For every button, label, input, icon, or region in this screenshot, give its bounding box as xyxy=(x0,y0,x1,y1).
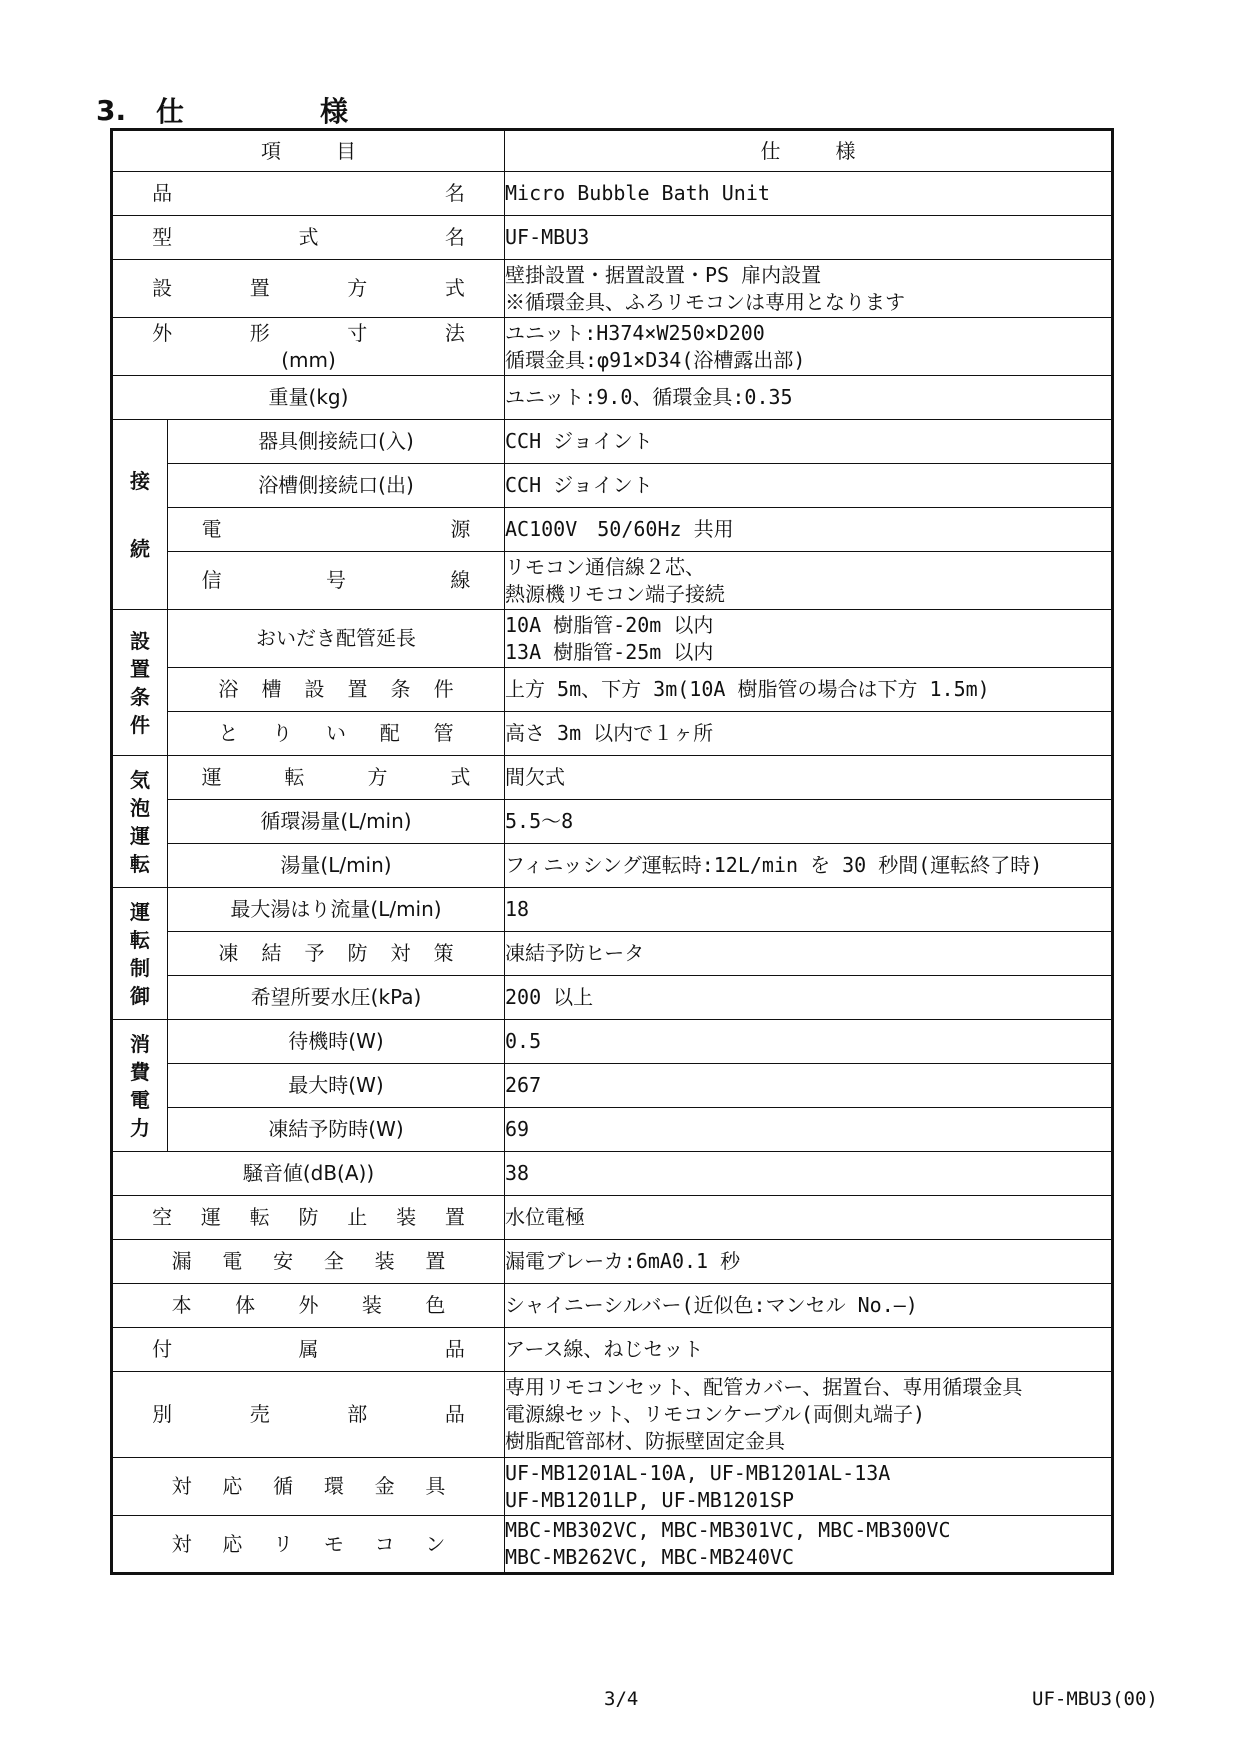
row-label-char: 電 xyxy=(222,1249,243,1273)
row-value-line: 熱源機リモコン端子接続 xyxy=(505,581,725,606)
table-row xyxy=(112,508,1113,552)
row-label-char: 外 xyxy=(152,320,173,345)
row-value-cell xyxy=(505,610,1113,668)
row-label-cell xyxy=(168,464,505,508)
row-label xyxy=(172,1473,446,1500)
row-value-cell xyxy=(505,1240,1113,1284)
row-label-char: 源 xyxy=(450,517,471,541)
row-label-char: 名 xyxy=(444,181,465,205)
row-label-cell xyxy=(168,976,505,1020)
row-label-char: 属 xyxy=(298,1337,319,1361)
row-label-cell xyxy=(112,1152,505,1196)
row-value-cell xyxy=(505,1516,1113,1574)
section-number: 3. xyxy=(96,93,127,127)
row-value-line: ※循環金具、ふろリモコンは専用となります xyxy=(505,289,905,314)
row-value-line: 壁掛設置・据置設置・PS 扉内設置 xyxy=(505,262,822,287)
row-value-line: 18 xyxy=(505,897,530,921)
row-label-cell xyxy=(168,610,505,668)
row-label-char: 本 xyxy=(171,1293,192,1317)
row-value-cell xyxy=(505,464,1113,508)
row-value-cell xyxy=(505,976,1113,1020)
row-value-line: AC100V 50/60Hz 共用 xyxy=(505,517,734,541)
row-value-line: 10A 樹脂管-20m 以内 xyxy=(505,612,714,637)
row-label-char: 応 xyxy=(222,1531,243,1556)
row-label xyxy=(202,516,471,543)
row-label-cell xyxy=(112,1516,505,1574)
table-row xyxy=(112,1458,1113,1516)
row-label-char: 具 xyxy=(425,1474,446,1498)
row-value-cell xyxy=(505,1328,1113,1372)
row-label-cell xyxy=(112,376,505,420)
row-label xyxy=(218,676,453,703)
row-value-cell xyxy=(505,1108,1113,1152)
row-label-char: 条 xyxy=(390,677,411,701)
row-label-char: 電 xyxy=(201,517,222,541)
row-value-line: アース線、ねじセット xyxy=(505,1337,704,1361)
table-row xyxy=(112,800,1113,844)
row-label xyxy=(202,764,471,791)
table-row xyxy=(112,844,1113,888)
row-label-char: 対 xyxy=(171,1531,192,1556)
row-label-char: 置 xyxy=(347,677,368,701)
table-row xyxy=(112,376,1113,420)
row-label-char: 線 xyxy=(450,568,471,592)
row-label xyxy=(218,720,453,747)
header-item-char: 目 xyxy=(336,138,356,163)
row-value-cell xyxy=(505,1372,1113,1458)
section-title xyxy=(96,90,348,130)
row-value-line: 267 xyxy=(505,1073,542,1097)
row-label: 凍結予防時(W) xyxy=(268,1117,404,1141)
row-label-char: 配 xyxy=(379,721,400,745)
row-label-cell xyxy=(112,1284,505,1328)
row-label-char: い xyxy=(326,721,346,745)
group-label-cell xyxy=(112,756,168,888)
row-value-line: 間欠式 xyxy=(505,765,565,789)
row-label-char: 運 xyxy=(200,1205,221,1229)
row-value-line: 樹脂配管部材、防振壁固定金具 xyxy=(505,1429,785,1453)
row-label-char: 転 xyxy=(284,765,305,789)
row-label-char: 結 xyxy=(261,941,282,965)
table-row xyxy=(112,420,1113,464)
header-item-cell xyxy=(112,130,505,172)
table-row xyxy=(112,1240,1113,1284)
row-value-line: UF-MB1201LP, UF-MB1201SP xyxy=(505,1487,794,1512)
row-label-char: 品 xyxy=(444,1337,465,1361)
row-label xyxy=(172,1531,446,1558)
row-value-line: MBC-MB262VC, MBC-MB240VC xyxy=(505,1545,794,1569)
row-value-cell xyxy=(505,318,1113,376)
row-label: 最大湯はり流量(L/min) xyxy=(230,897,442,921)
row-label-char: ン xyxy=(425,1531,446,1556)
section-title-char-2: 様 xyxy=(320,95,349,128)
row-value-line: ユニット:9.0、循環金具:0.35 xyxy=(505,385,793,409)
table-row xyxy=(112,1108,1113,1152)
row-label-char: 管 xyxy=(433,721,454,745)
table-row xyxy=(112,1064,1113,1108)
row-label-cell xyxy=(168,888,505,932)
row-label-char: 体 xyxy=(235,1293,256,1317)
row-label-char: 型 xyxy=(152,225,173,249)
row-label-char: 付 xyxy=(152,1337,173,1361)
row-label-cell xyxy=(112,1372,505,1458)
row-label-char: 式 xyxy=(298,225,319,249)
row-label xyxy=(172,1292,446,1319)
table-row xyxy=(112,260,1113,318)
spec-table-body xyxy=(112,130,1113,1574)
row-value-cell xyxy=(505,508,1113,552)
row-label-cell xyxy=(168,508,505,552)
row-value-line: ユニット:H374×W250×D200 xyxy=(505,320,765,345)
row-value-cell xyxy=(505,172,1113,216)
row-value-line: 高さ 3m 以内で１ヶ所 xyxy=(505,721,714,745)
row-value-line: 専用リモコンセット、配管カバー、据置台、専用循環金具 xyxy=(505,1375,1023,1399)
table-row xyxy=(112,1516,1113,1574)
row-value-cell xyxy=(505,712,1113,756)
row-label-char: 式 xyxy=(450,765,471,789)
row-label-cell xyxy=(112,318,505,376)
row-label: 浴槽側接続口(出) xyxy=(258,473,414,497)
row-value-line: MBC-MB302VC, MBC-MB301VC, MBC-MB300VC xyxy=(505,1518,951,1542)
row-label: 希望所要水圧(kPa) xyxy=(250,985,422,1009)
row-label-char: 全 xyxy=(323,1249,344,1273)
row-label xyxy=(218,940,453,967)
row-label-char: 信 xyxy=(201,568,222,592)
row-label-char: 策 xyxy=(433,941,454,965)
header-spec-char: 様 xyxy=(835,138,856,163)
table-row xyxy=(112,1020,1113,1064)
row-label: 器具側接続口(入) xyxy=(258,429,414,453)
group-label-cell xyxy=(112,1020,168,1152)
row-value-cell xyxy=(505,376,1113,420)
row-label-char: と xyxy=(218,721,239,745)
row-label-char: 寸 xyxy=(347,320,368,345)
row-label-char: 形 xyxy=(249,320,270,345)
row-label-cell xyxy=(112,216,505,260)
row-value-cell xyxy=(505,668,1113,712)
row-value-line: 38 xyxy=(505,1161,530,1185)
row-label-cell xyxy=(168,800,505,844)
row-label-cell xyxy=(168,756,505,800)
row-value-cell xyxy=(505,1284,1113,1328)
row-label-cell xyxy=(168,1108,505,1152)
row-label-char: 装 xyxy=(374,1249,395,1273)
row-label-char: モ xyxy=(323,1531,344,1556)
row-label-cell xyxy=(168,712,505,756)
row-label-char: 対 xyxy=(171,1474,192,1498)
table-row xyxy=(112,318,1113,376)
header-spec-cell xyxy=(505,130,1113,172)
row-label-char: 槽 xyxy=(261,677,282,701)
header-item-label xyxy=(261,138,356,165)
row-label-char: 色 xyxy=(425,1293,446,1317)
row-value-line: UF-MBU3 xyxy=(505,225,590,249)
row-label-char: 防 xyxy=(347,941,368,965)
table-row xyxy=(112,976,1113,1020)
table-row xyxy=(112,464,1113,508)
group-label: 接続 xyxy=(130,468,150,561)
row-label: 騒音値(dB(A)) xyxy=(242,1161,375,1185)
group-label: 設置条件 xyxy=(130,628,150,737)
row-value-cell xyxy=(505,260,1113,318)
row-value-line: フィニッシング運転時:12L/min を 30 秒間(運転終了時) xyxy=(505,853,1043,877)
header-item-char: 項 xyxy=(261,138,281,163)
row-label-char: 部 xyxy=(347,1402,368,1426)
row-label-cell xyxy=(168,1020,505,1064)
row-label-cell xyxy=(168,668,505,712)
row-label-char: 浴 xyxy=(218,677,239,701)
row-label-char: 別 xyxy=(152,1402,173,1426)
group-label-cell xyxy=(112,420,168,610)
row-label-cell xyxy=(112,1458,505,1516)
row-label-char: 号 xyxy=(325,568,346,592)
row-label-cell xyxy=(168,420,505,464)
table-row xyxy=(112,172,1113,216)
row-value-line: 漏電ブレーカ:6mA0.1 秒 xyxy=(505,1249,741,1273)
row-value-cell xyxy=(505,1152,1113,1196)
row-value-cell xyxy=(505,552,1113,610)
row-label-char: 置 xyxy=(444,1205,465,1229)
row-value-cell xyxy=(505,1064,1113,1108)
row-value-cell xyxy=(505,1458,1113,1516)
document-id: UF-MBU3(00) xyxy=(1032,1688,1158,1710)
table-row xyxy=(112,1284,1113,1328)
row-label xyxy=(172,1248,446,1275)
page-number: 3/4 xyxy=(604,1688,639,1710)
row-label xyxy=(152,1401,465,1428)
row-label-cell xyxy=(112,1196,505,1240)
row-label-char: 法 xyxy=(444,320,465,345)
row-label-cell xyxy=(168,932,505,976)
header-spec-char: 仕 xyxy=(760,138,781,163)
row-label-char: 応 xyxy=(222,1474,243,1498)
row-label-cell xyxy=(168,1064,505,1108)
table-row xyxy=(112,610,1113,668)
row-label-char: 漏 xyxy=(171,1249,192,1273)
row-label-char: 防 xyxy=(298,1205,319,1229)
row-label xyxy=(152,1336,465,1363)
row-value-cell xyxy=(505,888,1113,932)
row-value-cell xyxy=(505,800,1113,844)
row-value-line: 13A 樹脂管-25m 以内 xyxy=(505,639,714,664)
row-label-char: 件 xyxy=(433,677,454,701)
row-label-char: 止 xyxy=(347,1205,368,1229)
row-label-cell xyxy=(168,552,505,610)
row-value-cell xyxy=(505,216,1113,260)
row-value-line: CCH ジョイント xyxy=(505,473,653,497)
row-label-char: 予 xyxy=(304,941,325,965)
row-label-cell xyxy=(112,260,505,318)
row-label: 湯量(L/min) xyxy=(280,853,392,877)
row-label-cell xyxy=(112,1240,505,1284)
row-label-char: 凍 xyxy=(218,941,239,965)
row-label-char: 式 xyxy=(444,276,465,300)
table-row xyxy=(112,216,1113,260)
row-label-char: 置 xyxy=(425,1249,446,1273)
row-label: おいだき配管延長 xyxy=(256,626,416,650)
row-label-char: 金 xyxy=(374,1474,395,1498)
row-label-char: 品 xyxy=(152,181,173,205)
row-value-line: 凍結予防ヒータ xyxy=(505,941,645,965)
row-value-cell xyxy=(505,844,1113,888)
row-label-char: 方 xyxy=(347,276,368,300)
row-value-line: 200 以上 xyxy=(505,985,594,1009)
spec-table xyxy=(110,128,1114,1575)
row-label-char: 転 xyxy=(249,1205,270,1229)
row-value-line: 循環金具:φ91×D34(浴槽露出部) xyxy=(505,347,806,372)
row-label-char: 装 xyxy=(361,1293,382,1317)
row-label-char: 安 xyxy=(273,1249,294,1273)
row-value-line: UF-MB1201AL-10A, UF-MB1201AL-13A xyxy=(505,1460,891,1485)
group-label: 消費電力 xyxy=(130,1031,150,1140)
row-label-char: 空 xyxy=(152,1205,173,1229)
row-value-line: 上方 5m、下方 3m(10A 樹脂管の場合は下方 1.5m) xyxy=(505,677,990,701)
row-value-cell xyxy=(505,1196,1113,1240)
row-value-cell xyxy=(505,756,1113,800)
row-label-char: 名 xyxy=(444,225,465,249)
table-row xyxy=(112,552,1113,610)
row-sublabel: (mm) xyxy=(281,347,336,372)
row-label-cell xyxy=(112,172,505,216)
row-value-line: シャイニーシルバー(近似色:マンセル No.―) xyxy=(505,1293,918,1317)
row-label-char: 売 xyxy=(249,1402,270,1426)
row-value-cell xyxy=(505,420,1113,464)
row-label: 重量(kg) xyxy=(268,385,349,409)
row-label-char: 品 xyxy=(444,1402,465,1426)
section-title-char-1: 仕 xyxy=(156,95,185,128)
row-label xyxy=(152,320,465,347)
row-value-line: 5.5～8 xyxy=(505,809,574,833)
table-row xyxy=(112,712,1113,756)
table-header-row xyxy=(112,130,1113,172)
row-label-char: 置 xyxy=(249,276,270,300)
row-label xyxy=(152,180,465,207)
table-row xyxy=(112,1372,1113,1458)
row-label: 循環湯量(L/min) xyxy=(260,809,412,833)
table-row xyxy=(112,1152,1113,1196)
row-label xyxy=(152,224,465,251)
row-label-char: コ xyxy=(374,1531,395,1556)
group-label-cell xyxy=(112,610,168,756)
row-label-char: 設 xyxy=(304,677,325,701)
row-value-line: 0.5 xyxy=(505,1029,542,1053)
row-value-cell xyxy=(505,1020,1113,1064)
row-label: 待機時(W) xyxy=(288,1029,384,1053)
group-label: 運転制御 xyxy=(130,899,150,1008)
row-value-line: 水位電極 xyxy=(505,1205,585,1229)
row-value-line: CCH ジョイント xyxy=(505,429,653,453)
row-label-char: 方 xyxy=(367,765,388,789)
table-row xyxy=(112,932,1113,976)
header-spec-label xyxy=(761,138,856,165)
row-value-line: Micro Bubble Bath Unit xyxy=(505,181,770,205)
row-label-char: 環 xyxy=(323,1474,344,1498)
table-row xyxy=(112,1196,1113,1240)
row-label-char: 運 xyxy=(201,765,222,789)
row-label-char: り xyxy=(272,721,293,745)
row-label xyxy=(152,1204,465,1231)
table-row xyxy=(112,668,1113,712)
row-label xyxy=(152,275,465,302)
row-value-line: リモコン通信線２芯、 xyxy=(505,554,705,579)
row-label-char: 対 xyxy=(390,941,411,965)
group-label-cell xyxy=(112,888,168,1020)
table-row xyxy=(112,756,1113,800)
row-label-char: 循 xyxy=(273,1474,294,1498)
row-label: 最大時(W) xyxy=(288,1073,384,1097)
row-label-cell xyxy=(168,844,505,888)
row-label-cell xyxy=(112,1328,505,1372)
row-label-char: 外 xyxy=(298,1293,319,1317)
row-value-cell xyxy=(505,932,1113,976)
table-row xyxy=(112,888,1113,932)
row-label-char: 設 xyxy=(152,276,173,300)
table-row xyxy=(112,1328,1113,1372)
row-value-line: 電源線セット、リモコンケーブル(両側丸端子) xyxy=(505,1402,926,1426)
row-value-line: 69 xyxy=(505,1117,530,1141)
row-label xyxy=(202,567,471,594)
row-label-char: リ xyxy=(273,1531,294,1556)
group-label: 気泡運転 xyxy=(130,767,150,876)
row-label-char: 装 xyxy=(396,1205,417,1229)
